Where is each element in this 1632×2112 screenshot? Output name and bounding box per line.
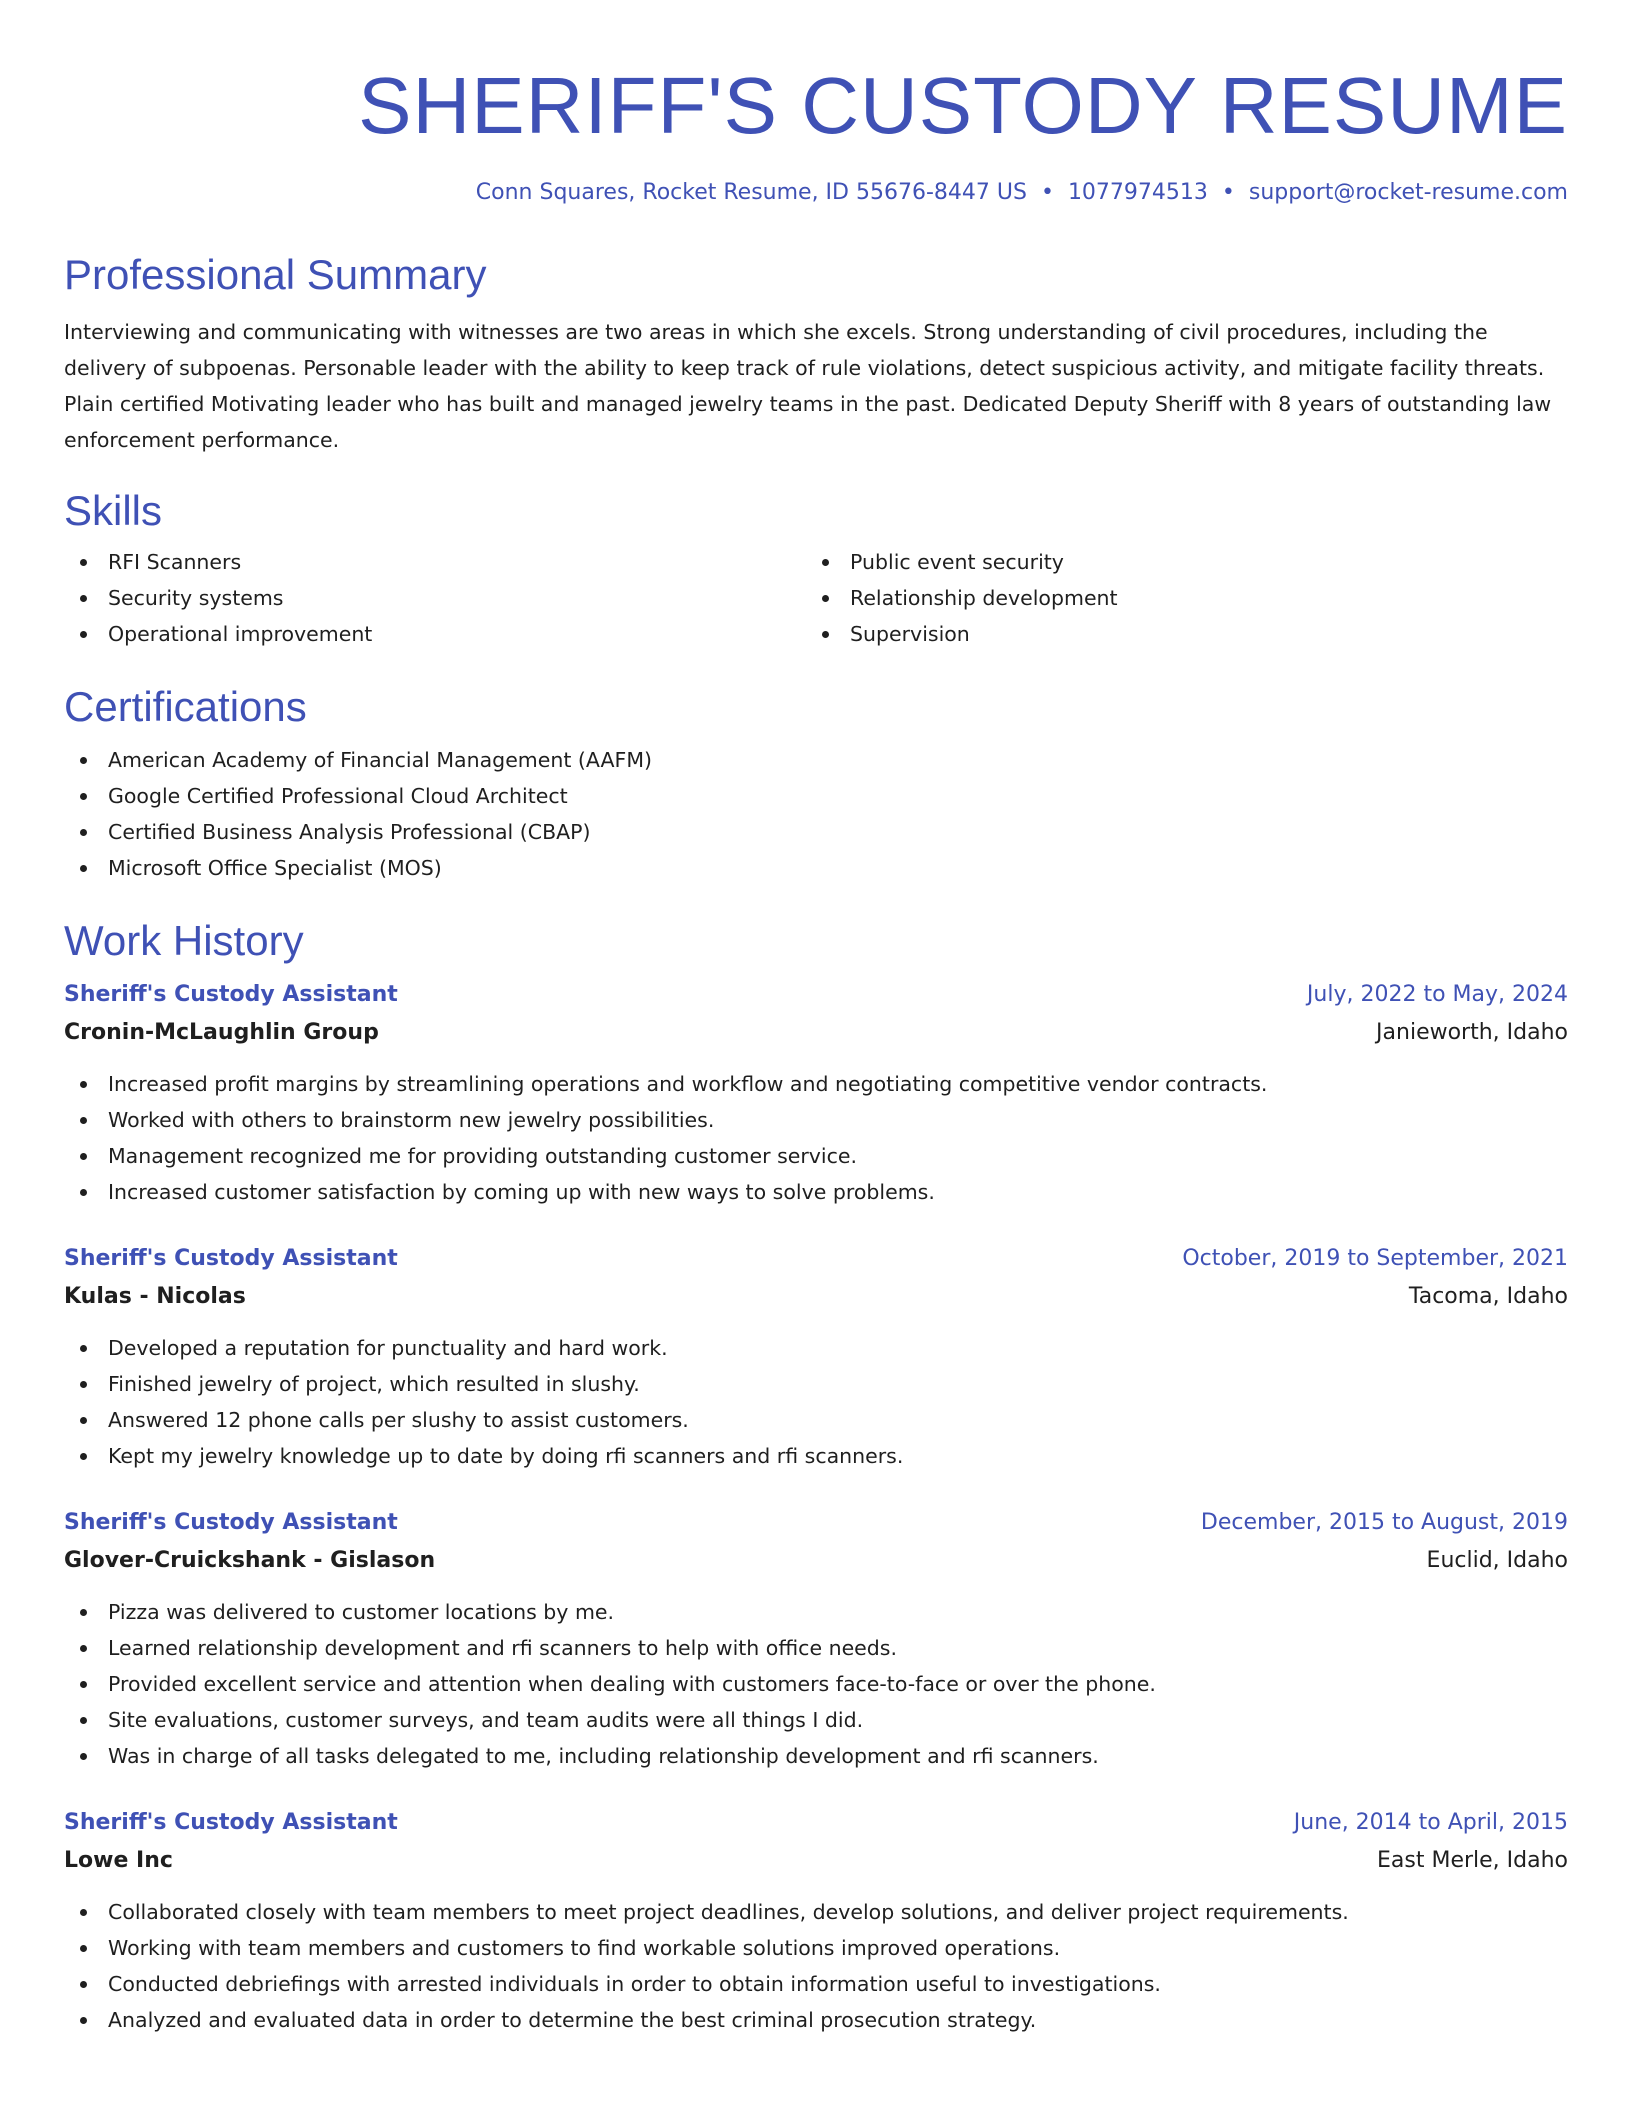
resume-page xyxy=(64,0,1568,2038)
job-company-row xyxy=(64,1278,1568,1316)
job-title: Sheriff's Custody Assistant xyxy=(64,1810,398,1835)
certification-item: Google Certified Professional Cloud Architect xyxy=(64,778,1568,814)
job-title: Sheriff's Custody Assistant xyxy=(64,1246,398,1271)
job-entry xyxy=(64,976,1568,1210)
section-title-certifications: Certifications xyxy=(64,683,307,730)
job-header-row xyxy=(64,1804,1568,1842)
job-bullet: Management recognized me for providing outstanding customer service. xyxy=(64,1138,1568,1174)
job-company: Glover-Cruickshank - Gislason xyxy=(64,1548,436,1573)
job-bullet: Pizza was delivered to customer locations by me. xyxy=(64,1594,1568,1630)
skills-column-right xyxy=(806,544,1548,652)
section-title-skills: Skills xyxy=(64,487,163,534)
certifications-list xyxy=(64,742,1568,886)
skills-column-left xyxy=(64,544,806,652)
job-bullet: Was in charge of all tasks delegated to me, including relationship development and rfi scanners. xyxy=(64,1738,1568,1774)
skill-item: Relationship development xyxy=(806,580,1548,616)
contact-separator: • xyxy=(1221,180,1235,205)
job-bullets xyxy=(64,1594,1568,1774)
job-header-row xyxy=(64,1504,1568,1542)
contact-phone: 1077974513 xyxy=(1067,180,1208,205)
certifications-section xyxy=(64,680,1568,886)
job-title: Sheriff's Custody Assistant xyxy=(64,1510,398,1535)
job-header-row xyxy=(64,976,1568,1014)
summary-text: Interviewing and communicating with witnesses are two areas in which she excels. Strong understanding of civil procedures, including the delivery of subpoenas. Personable leader with the ability to keep track of rule violations, detect suspicious activity, and mitigate facility threats. Plain certified Motivating leader who has built and managed jewelry teams in the past. Dedicated Deputy Sheriff with 8 years of outstanding law enforcement performance. xyxy=(64,320,1552,452)
section-title-summary: Professional Summary xyxy=(64,251,487,298)
contact-line xyxy=(64,176,1568,210)
job-dates: June, 2014 to April, 2015 xyxy=(1293,1810,1568,1835)
resume-name: SHERIFF'S CUSTODY RESUME xyxy=(358,61,1568,150)
job-header-row xyxy=(64,1240,1568,1278)
skill-item: Supervision xyxy=(806,616,1548,652)
job-company-row xyxy=(64,1542,1568,1580)
section-title-work-history: Work History xyxy=(64,917,304,964)
job-location: Euclid, Idaho xyxy=(1426,1548,1568,1573)
job-bullet: Worked with others to brainstorm new jewelry possibilities. xyxy=(64,1102,1568,1138)
job-dates: October, 2019 to September, 2021 xyxy=(1182,1246,1568,1271)
job-company-row xyxy=(64,1842,1568,1880)
job-bullet: Finished jewelry of project, which resulted in slushy. xyxy=(64,1366,1568,1402)
job-bullet: Learned relationship development and rfi scanners to help with office needs. xyxy=(64,1630,1568,1666)
job-bullet: Kept my jewelry knowledge up to date by doing rfi scanners and rfi scanners. xyxy=(64,1438,1568,1474)
job-title: Sheriff's Custody Assistant xyxy=(64,982,398,1007)
job-dates: December, 2015 to August, 2019 xyxy=(1200,1510,1568,1535)
job-entry xyxy=(64,1504,1568,1774)
job-bullet: Collaborated closely with team members to meet project deadlines, develop solutions, and deliver project requirements. xyxy=(64,1894,1568,1930)
skill-item: RFI Scanners xyxy=(64,544,806,580)
job-bullet: Answered 12 phone calls per slushy to assist customers. xyxy=(64,1402,1568,1438)
job-entry xyxy=(64,1240,1568,1474)
job-bullet: Working with team members and customers to find workable solutions improved operations. xyxy=(64,1930,1568,1966)
certification-item: American Academy of Financial Management (AAFM) xyxy=(64,742,1568,778)
job-bullet: Developed a reputation for punctuality and hard work. xyxy=(64,1330,1568,1366)
job-dates: July, 2022 to May, 2024 xyxy=(1306,982,1568,1007)
job-company-row xyxy=(64,1014,1568,1052)
contact-email[interactable]: support@rocket-resume.com xyxy=(1248,180,1568,205)
job-location: East Merle, Idaho xyxy=(1377,1848,1568,1873)
skills-section xyxy=(64,484,1568,652)
skills-grid xyxy=(64,544,1568,652)
contact-address: Conn Squares, Rocket Resume, ID 55676-8447 US xyxy=(475,180,1027,205)
job-bullet: Increased customer satisfaction by coming up with new ways to solve problems. xyxy=(64,1174,1568,1210)
work-history-section xyxy=(64,914,1568,2038)
job-bullet: Increased profit margins by streamlining operations and workflow and negotiating competitive vendor contracts. xyxy=(64,1066,1568,1102)
job-bullet: Provided excellent service and attention when dealing with customers face-to-face or over the phone. xyxy=(64,1666,1568,1702)
certification-item: Certified Business Analysis Professional (CBAP) xyxy=(64,814,1568,850)
skills-list-left xyxy=(64,544,806,652)
job-bullet: Conducted debriefings with arrested individuals in order to obtain information useful to investigations. xyxy=(64,1966,1568,2002)
skills-list-right xyxy=(806,544,1548,652)
skill-item: Public event security xyxy=(806,544,1548,580)
job-bullets xyxy=(64,1330,1568,1474)
certification-item: Microsoft Office Specialist (MOS) xyxy=(64,850,1568,886)
job-location: Janieworth, Idaho xyxy=(1376,1020,1568,1045)
job-company: Cronin-McLaughlin Group xyxy=(64,1020,379,1045)
professional-summary-section xyxy=(64,248,1568,458)
contact-separator: • xyxy=(1040,180,1054,205)
job-bullets xyxy=(64,1066,1568,1210)
skill-item: Security systems xyxy=(64,580,806,616)
job-company: Lowe Inc xyxy=(64,1848,173,1873)
skill-item: Operational improvement xyxy=(64,616,806,652)
job-bullets xyxy=(64,1894,1568,2038)
job-company: Kulas - Nicolas xyxy=(64,1284,246,1309)
job-bullet: Analyzed and evaluated data in order to determine the best criminal prosecution strategy. xyxy=(64,2002,1568,2038)
job-entry xyxy=(64,1804,1568,2038)
job-bullet: Site evaluations, customer surveys, and team audits were all things I did. xyxy=(64,1702,1568,1738)
job-location: Tacoma, Idaho xyxy=(1408,1284,1568,1309)
